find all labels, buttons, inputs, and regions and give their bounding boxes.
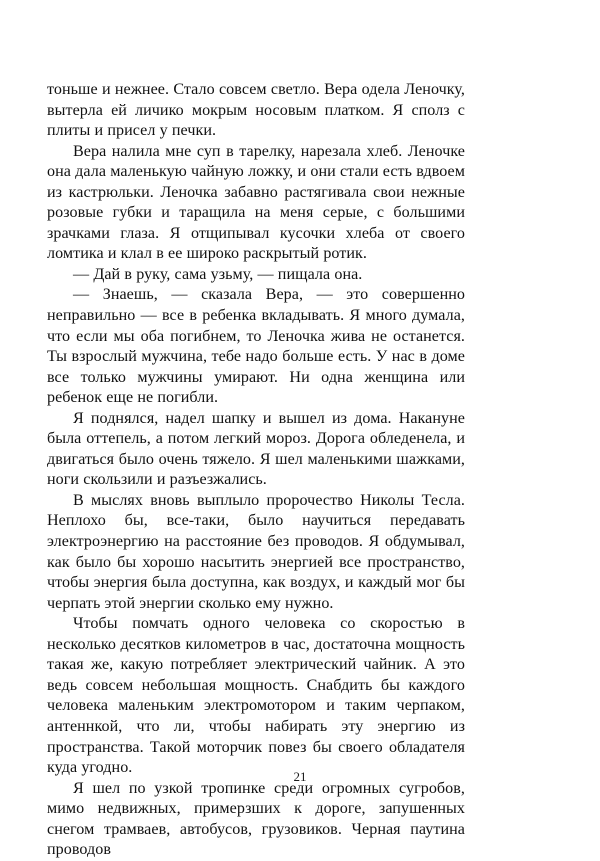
paragraph-left-house: Я поднялся, надел шапку и вышел из дома. Накануне была оттепель, а потом легкий мороз. Дорога обледенела, и двигаться было очень тяжело. Я шел маленькими шажками, ноги скользили и разъезжались. (47, 409, 465, 489)
paragraph-snow-path: Я шел по узкой тропинке среди огромных сугробов, мимо недвижных, примерзших к дороге, запушенных снегом трамваев, автобусов, грузовиков. Черная паутина проводов (47, 779, 465, 859)
paragraph-dialogue-vera: — Знаешь, — сказала Вера, — это совершенно неправильно — все в ребенка вкладывать. Я много думала, что если мы оба погибнем, то Леночка жива не останется. Ты взрослый мужчина, тебе надо больше есть. У нас в доме все только мужчины умирают. Ни одна женщина или ребенок еще не погибли. (47, 286, 465, 407)
paragraph-continuation: тоньше и нежнее. Стало совсем светло. Вера одела Леночку, вытерла ей личико мокрым носовым платком. Я сполз с плиты и присел у печки. (47, 81, 465, 140)
paragraph-tesla-prophecy: В мыслях вновь выплыло пророчество Николы Тесла. Неплохо бы, все-таки, было научиться передавать электроэнергию на расстояние без проводов. Я обдумывал, как было бы хорошо насытить энергией все пространство, чтобы энергия была доступна, как воздух, и каждый мог бы черпать этой энергии сколько ему нужно. (47, 491, 465, 612)
page-number: 21 (293, 769, 307, 784)
page-text-block (47, 80, 465, 861)
paragraph-dialogue-lenochka: — Дай в руку, сама узьму, — пищала она. (73, 265, 363, 283)
paragraph-vera-soup: Вера налила мне суп в тарелку, нарезала хлеб. Леночке она дала маленькую чайную ложку, и они стали есть вдвоем из кастрюльки. Леночка забавно растягивала свои нежные розовые губки и таращила на меня серые, с большими зрачками глаза. Я отщипывал кусочки хлеба от своего ломтика и клал в ее широко раскрытый ротик. (47, 142, 465, 263)
paragraph-electric-motor: Чтобы помчать одного человека со скоростью в несколько десятков километров в час, достаточна мощность такая же, какую потребляет электрический чайник. А это ведь совсем небольшая мощность. Снабдить бы каждого человека маленьким электромотором и таким черпаком, антеннкой, что ли, чтобы набирать эту энергию из пространства. Такой моторчик повез бы своего обладателя куда угодно. (47, 615, 465, 777)
